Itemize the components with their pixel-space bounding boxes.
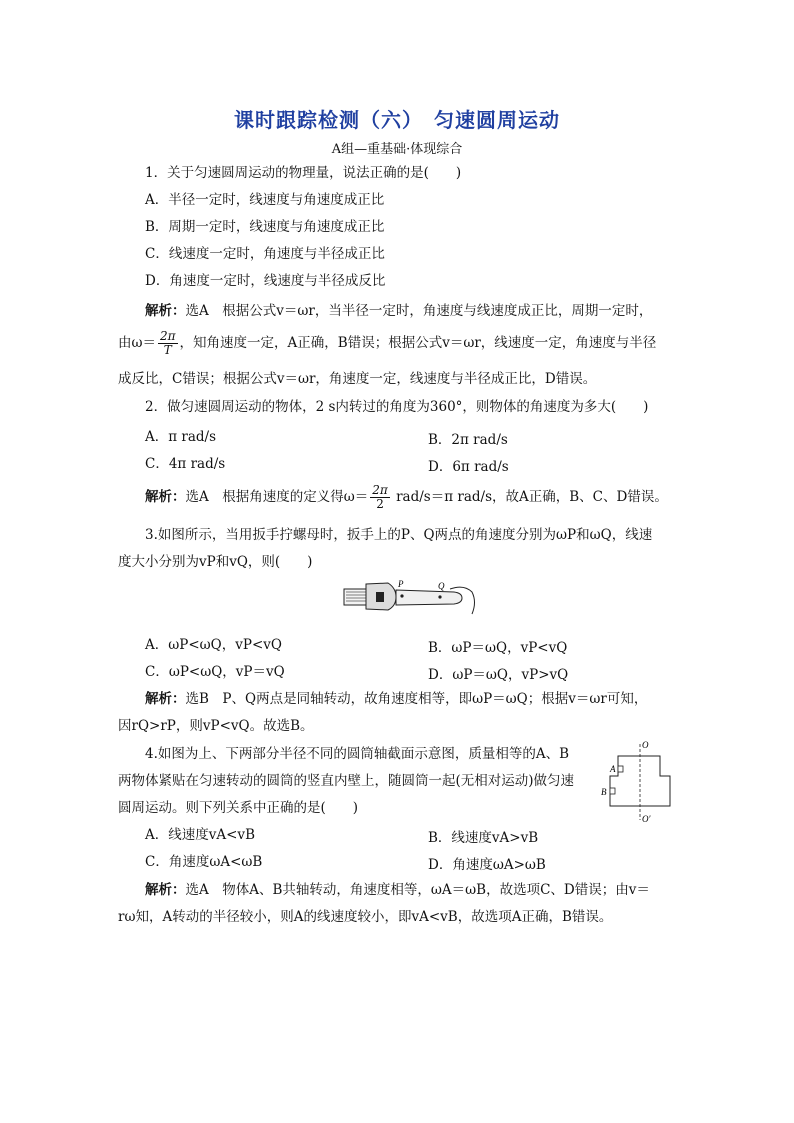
- wrench-handle: [396, 590, 462, 605]
- point-q: [438, 595, 441, 598]
- object-b: [610, 788, 615, 794]
- q4-analysis-line-1: 解析：选A 物体A、B共轴转动，角速度相等，ωA＝ωB，故选项C、D错误；由v＝: [145, 882, 650, 898]
- point-p: [400, 594, 403, 597]
- label-o-bottom: O′: [642, 814, 651, 824]
- q4-option-d: D．角速度ωA>ωB: [428, 857, 546, 873]
- page-title: 课时跟踪检测（六） 匀速圆周运动: [234, 108, 560, 132]
- fraction: $\frac{2\pi}{2}$: [372, 483, 388, 511]
- label-p: P: [398, 579, 404, 589]
- q3-stem-line-2: 度大小分别为vP和vQ，则( ): [118, 554, 313, 570]
- q4-option-a: A．线速度vA<vB: [145, 827, 255, 843]
- q2-option-c: C．4π rad/s: [145, 456, 226, 472]
- q1-option-d: D．角速度一定时，线速度与半径成反比: [145, 273, 386, 289]
- q4-option-b: B．线速度vA>vB: [428, 830, 539, 846]
- analysis-label: 解析：: [145, 489, 186, 505]
- q3-option-d: D．ωP＝ωQ，vP>vQ: [428, 667, 569, 683]
- q2-option-a: A．π rad/s: [145, 429, 217, 445]
- q1-option-c: C．线速度一定时，角速度与半径成正比: [145, 246, 385, 262]
- q4-analysis-line-2: rω知，A转动的半径较小，则A的线速度较小，即vA<vB，故选项A正确，B错误。: [118, 909, 613, 925]
- label-b: B: [601, 787, 607, 797]
- wrench-nut: [376, 592, 384, 602]
- q3-analysis-line-2: 因rQ>rP，则vP<vQ。故选B。: [118, 718, 314, 734]
- q1-analysis-line-3: 成反比，C错误；根据公式v＝ωr，角速度一定，线速度与半径成正比，D错误。: [118, 371, 597, 387]
- analysis-label: 解析：: [145, 882, 186, 898]
- wrench-figure: [342, 578, 482, 618]
- q3-option-c: C．ωP<ωQ，vP＝vQ: [145, 664, 285, 680]
- q3-analysis-line-1: 解析：选B P、Q两点是同轴转动，故角速度相等，即ωP＝ωQ；根据v＝ωr可知，: [145, 691, 648, 707]
- object-a: [618, 766, 623, 772]
- q1-stem: 1．关于匀速圆周运动的物理量，说法正确的是( ): [145, 165, 462, 181]
- q2-analysis: 解析：选A 根据角速度的定义得ω＝ $\frac{2\pi}{2}$ rad/s＝π rad/s，故A正确，B、C、D错误。: [145, 483, 668, 511]
- q3-stem-line-1: 3.如图所示，当用扳手拧螺母时，扳手上的P、Q两点的角速度分别为ωP和ωQ，线速: [145, 527, 653, 543]
- label-q: Q: [438, 581, 445, 591]
- q3-option-b: B．ωP＝ωQ，vP<vQ: [428, 640, 568, 656]
- fraction: $\frac{2\pi}{T}$: [160, 329, 176, 357]
- section-heading: A组—重基础·体现综合: [331, 142, 463, 157]
- q3-option-a: A．ωP<ωQ，vP<vQ: [145, 637, 282, 653]
- q2-option-b: B．2π rad/s: [428, 432, 508, 448]
- q2-option-d: D．6π rad/s: [428, 459, 509, 475]
- q2-stem: 2．做匀速圆周运动的物体，2 s内转过的角度为360°，则物体的角速度为多大( ): [145, 399, 649, 415]
- q4-stem-line-2: 两物体紧贴在匀速转动的圆筒的竖直内壁上，随圆筒一起(无相对运动)做匀速: [118, 773, 575, 789]
- q1-analysis-line-2: 由ω＝ $\frac{2\pi}{T}$ ，知角速度一定，A正确，B错误；根据公式v＝ωr，线速度一定，角速度与半径: [118, 329, 657, 357]
- label-o-top: O: [642, 740, 649, 750]
- q1-option-a: A．半径一定时，线速度与角速度成正比: [145, 192, 385, 208]
- analysis-label: 解析：: [145, 303, 186, 319]
- q4-option-c: C．角速度ωA<ωB: [145, 854, 263, 870]
- analysis-label: 解析：: [145, 691, 186, 707]
- cylinder-figure: [598, 738, 678, 824]
- q1-analysis-line-1: 解析：选A 根据公式v＝ωr，当半径一定时，角速度与线速度成正比，周期一定时，: [145, 303, 653, 319]
- label-a: A: [610, 764, 616, 774]
- q4-stem-line-3: 圆周运动。则下列关系中正确的是( ): [118, 800, 359, 816]
- q4-stem-line-1: 4.如图为上、下两部分半径不同的圆筒轴截面示意图，质量相等的A、B: [145, 746, 570, 762]
- q1-option-b: B．周期一定时，线速度与角速度成正比: [145, 219, 385, 235]
